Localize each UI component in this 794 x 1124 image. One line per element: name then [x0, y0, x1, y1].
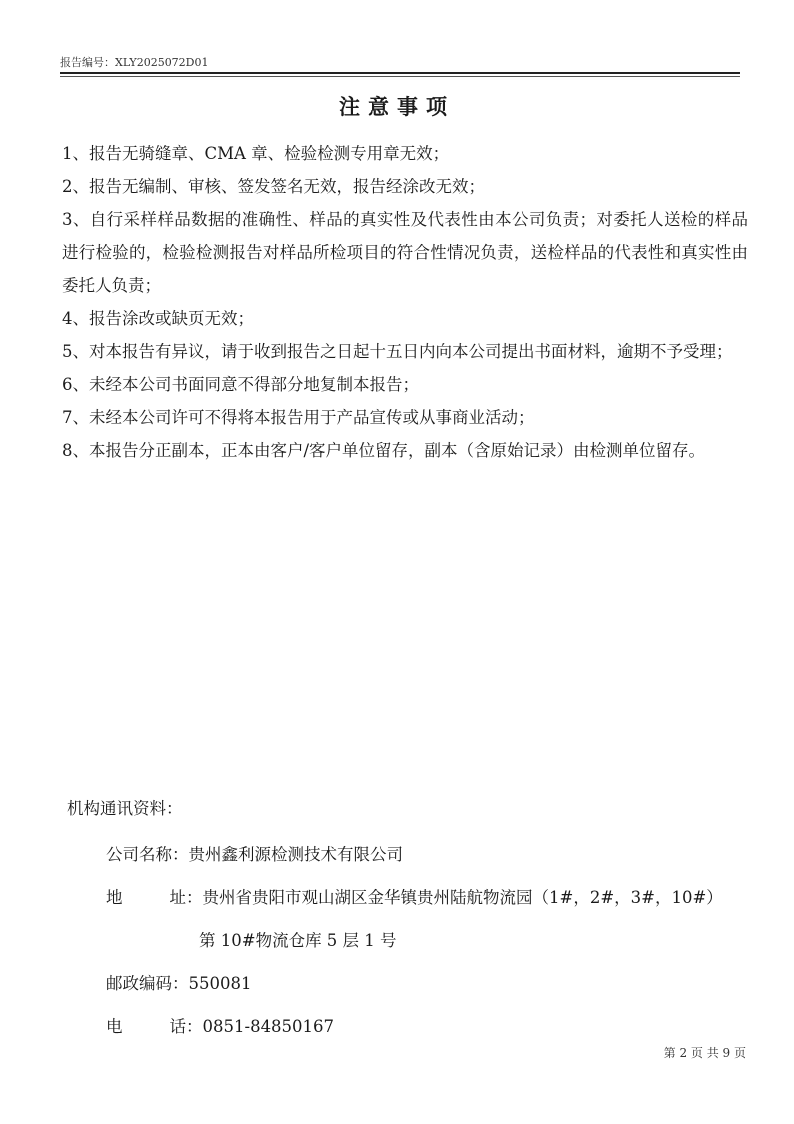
company-row [106, 841, 403, 865]
header-rule [60, 72, 740, 74]
page-number: 第 2 页 共 9 页 [663, 1046, 746, 1060]
notice-item: 3、自行采样样品数据的准确性、样品的真实性及代表性由本公司负责；对委托人送检的样品进行检验的，检验检测报告对样品所检项目的符合性情况负责，送检样品的代表性和真实性由委托人负责； [62, 210, 748, 295]
notice-item: 7、未经本公司许可不得将本报告用于产品宣传或从事商业活动； [62, 408, 535, 427]
notice-item: 5、对本报告有异议，请于收到报告之日起十五日内向本公司提出书面材料，逾期不予受理； [62, 342, 733, 361]
address-line-1: 贵州省贵阳市观山湖区金华镇贵州陆航物流园（1#，2#，3#，10#） [202, 888, 723, 907]
notice-item: 1、报告无骑缝章、CMA 章、检验检测专用章无效； [62, 144, 450, 163]
address-label: 地 址 [106, 888, 186, 907]
address-row-2 [199, 927, 397, 951]
company-label: 公司名称： [106, 845, 189, 864]
header-rule-secondary [60, 76, 740, 77]
postcode-row [106, 970, 252, 994]
address-row [106, 884, 723, 908]
postcode-label: 邮政编码： [106, 974, 189, 993]
phone-value: 0851-84850167 [202, 1017, 335, 1036]
phone-separator: ： [186, 1017, 203, 1036]
report-number: 报告编号：XLY2025072D01 [60, 56, 209, 69]
phone-label: 电 话 [106, 1017, 186, 1036]
company-value: 贵州鑫利源检测技术有限公司 [188, 845, 403, 864]
contact-heading: 机构通讯资料： [67, 799, 183, 818]
address-separator: ： [186, 888, 203, 907]
notice-item: 4、报告涂改或缺页无效； [62, 309, 254, 328]
notice-item: 6、未经本公司书面同意不得部分地复制本报告； [62, 375, 419, 394]
phone-row [106, 1013, 334, 1037]
notice-item: 8、本报告分正副本，正本由客户/客户单位留存，副本（含原始记录）由检测单位留存。 [62, 441, 706, 460]
address-line-2: 第 10#物流仓库 5 层 1 号 [199, 931, 397, 950]
postcode-value: 550081 [188, 974, 252, 993]
notice-list [62, 137, 748, 467]
page-title: 注意事项 [339, 94, 455, 119]
notice-item: 2、报告无编制、审核、签发签名无效，报告经涂改无效； [62, 177, 485, 196]
